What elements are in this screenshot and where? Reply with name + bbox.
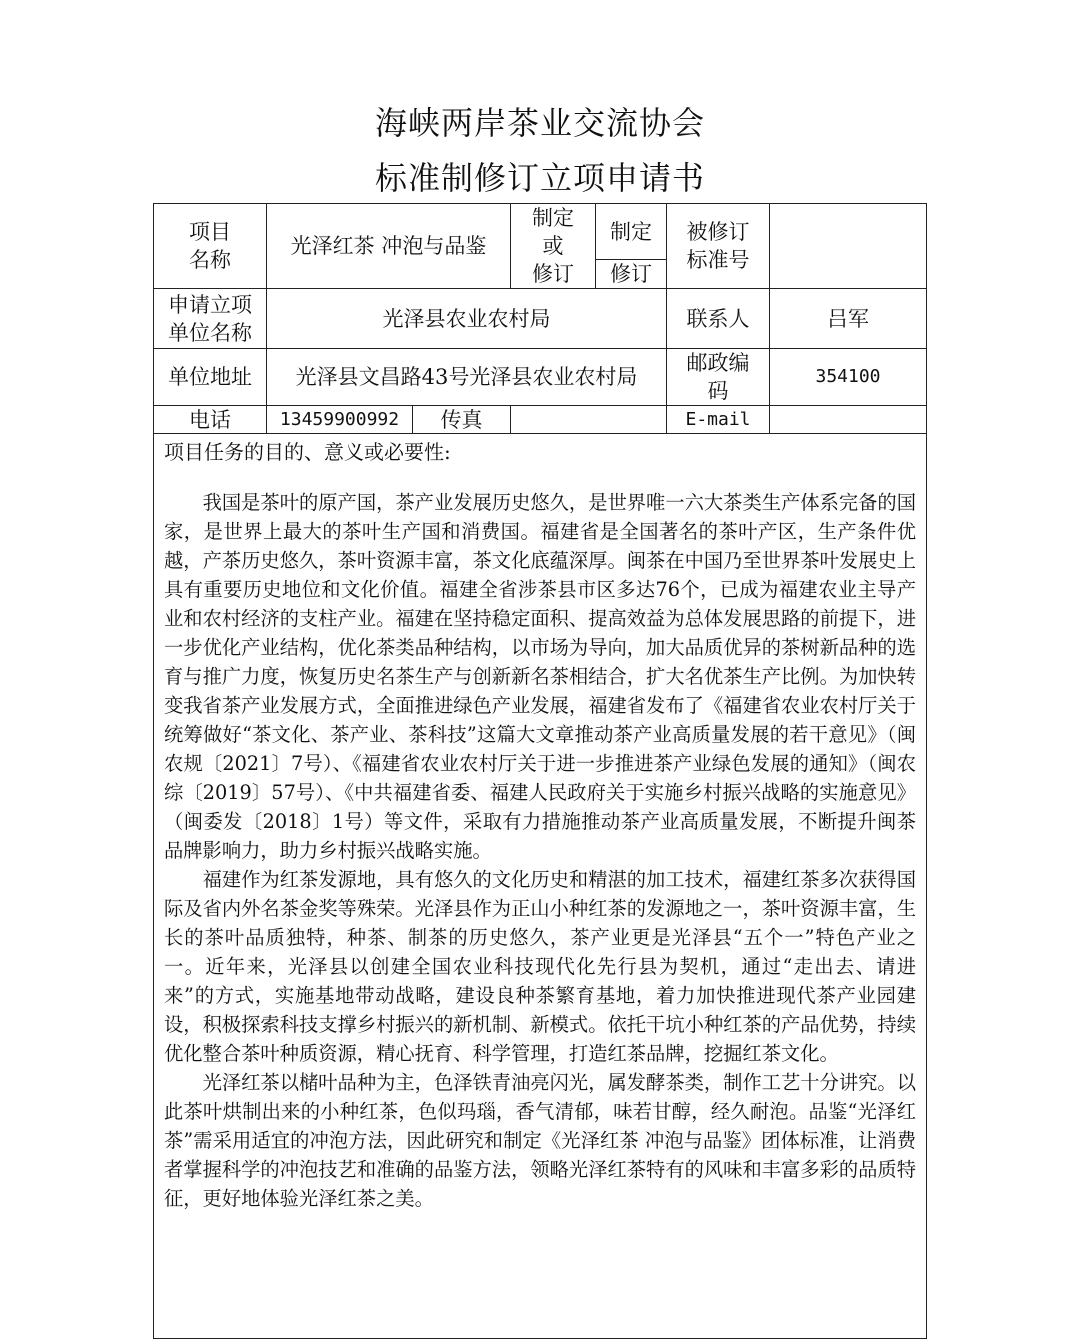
- address-label: 单位地址: [168, 365, 252, 389]
- revised-standard-label: 被修订 标准号: [686, 220, 750, 272]
- purpose-paragraph-1: 我国是茶叶的原产国，茶产业发展历史悠久，是世界唯一六大茶类生产体系完备的国家，是世界上最大的茶叶生产国和消费国。福建省是全国著名的茶叶产区，生产条件优越，产茶历史悠久，茶叶资源丰富，茶文化底蕴深厚。闽茶在中国乃至世界茶叶发展史上具有重要历史地位和文化价值。福建全省涉茶县市区多达76个，已成为福建农业主导产业和农村经济的支柱产业。福建在坚持稳定面积、提高效益为总体发展思路的前提下，进一步优化产业结构，优化茶类品种结构，以市场为导向，加大品质优异的茶树新品种的选育与推广力度，恢复历史名茶生产与创新新名茶相结合，扩大名优茶生产比例。为加快转变我省茶产业发展方式，全面推进绿色产业发展，福建省发布了《福建省农业农村厅关于统筹做好“茶文化、茶产业、茶科技”这篇大文章推动茶产业高质量发展的若干意见》（闽农规〔2021〕7号）、《福建省农业农村厅关于进一步推进茶产业绿色发展的通知》（闽农综〔2019〕57号）、《中共福建省委、福建人民政府关于实施乡村振兴战略的实施意见》（闽委发〔2018〕1号）等文件，采取有力措施推动茶产业高质量发展，不断提升闽茶品牌影响力，助力乡村振兴战略实施。: [164, 491, 916, 862]
- project-name-label: 项目 名称: [189, 220, 231, 272]
- purpose-paragraph-2: 福建作为红茶发源地，具有悠久的文化历史和精湛的加工技术，福建红茶多次获得国际及省内外名茶金奖等殊荣。光泽县作为正山小种红茶的发源地之一，茶叶资源丰富，生长的茶叶品质独特，种茶、制茶的历史悠久，茶产业更是光泽县“五个一”特色产业之一。近年来，光泽县以创建全国农业科技现代化先行县为契机，通过“走出去、请进来”的方式，实施基地带动战略，建设良种茶繁育基地，着力加快推进现代茶产业园建设，积极探索科技支撑乡村振兴的新机制、新模式。依托干坑小种红茶的产品优势，持续优化整合茶叶种质资源，精心抚育、科学管理，打造红茶品牌，挖掘红茶文化。: [164, 868, 916, 1065]
- type-label: 制定 或 修订: [532, 206, 574, 286]
- fax-value[interactable]: [511, 406, 666, 433]
- row-divider: [154, 433, 926, 434]
- fax-label: 传真: [440, 407, 483, 432]
- project-name-value[interactable]: 光泽红茶 冲泡与品鉴: [290, 234, 487, 258]
- phone-label: 电话: [189, 407, 231, 432]
- purpose-body: [164, 488, 916, 1213]
- applicant-label: 申请立项 单位名称: [168, 292, 252, 345]
- applicant-value[interactable]: 光泽县农业农村局: [382, 306, 551, 331]
- contact-value[interactable]: 吕军: [827, 306, 869, 331]
- postcode-value[interactable]: 354100: [815, 366, 881, 387]
- document-title: 海峡两岸茶业交流协会: [374, 104, 705, 142]
- purpose-label: 项目任务的目的、意义或必要性:: [164, 440, 451, 464]
- revised-standard-value[interactable]: [770, 204, 926, 288]
- postcode-label: 邮政编 码: [686, 351, 750, 403]
- contact-label: 联系人: [686, 306, 750, 331]
- email-label: E-mail: [685, 408, 751, 430]
- phone-value[interactable]: 13459900992: [279, 408, 400, 430]
- type-option-revise[interactable]: 修订: [610, 262, 652, 286]
- type-option-formulate[interactable]: 制定: [610, 219, 652, 244]
- email-value[interactable]: [770, 406, 926, 433]
- document-subtitle: 标准制修订立项申请书: [374, 159, 705, 197]
- purpose-paragraph-3: 光泽红茶以槠叶品种为主，色泽铁青油亮闪光，属发酵茶类，制作工艺十分讲究。以此茶叶烘制出来的小种红茶，色似玛瑙，香气清郁，味若甘醇，经久耐泡。品鉴“光泽红茶”需采用适宜的冲泡方法，因此研究和制定《光泽红茶 冲泡与品鉴》团体标准，让消费者掌握科学的冲泡技艺和准确的品鉴方法，领略光泽红茶特有的风味和丰富多彩的品质特征，更好地体验光泽红茶之美。: [164, 1071, 916, 1210]
- address-value[interactable]: 光泽县文昌路43号光泽县农业农村局: [295, 365, 638, 389]
